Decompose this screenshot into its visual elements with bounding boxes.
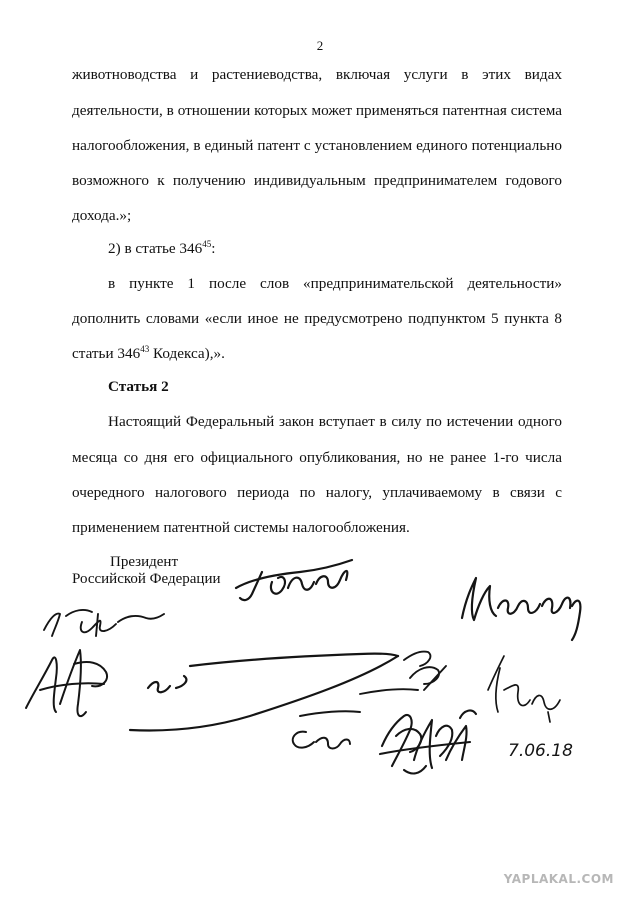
- signatory-title-line2: Российской Федерации: [72, 571, 221, 587]
- bottom-left-signature: [293, 711, 360, 748]
- paragraph2-line3-text: статьи 346: [72, 345, 141, 362]
- paragraph3-line1: Настоящий Федеральный закон вступает в силу по истечении одного: [108, 413, 562, 430]
- paragraph1-line5: дохода.»;: [72, 207, 132, 224]
- signatory-title-line1: Президент: [110, 554, 178, 570]
- right-middle-signature: [360, 651, 446, 694]
- paragraph2-line3-superscript: 43: [140, 344, 150, 354]
- item-2-superscript: 45: [202, 239, 212, 249]
- paragraph1-line1: животноводства и растениеводства, включая услуги в этих видах: [72, 66, 562, 83]
- item-2-text: 2) в статье 346: [108, 240, 203, 257]
- paragraph3-line4: применением патентной системы налогообложения.: [72, 519, 410, 536]
- upper-right-signature: [462, 578, 580, 640]
- paragraph3-line2: месяца со дня его официального опубликования, но не ранее 1-го числа: [72, 449, 562, 466]
- left-flourish-signature: [26, 650, 107, 716]
- president-signature: [236, 560, 352, 600]
- paragraph2-line1: в пункте 1 после слов «предпринимательской деятельности»: [108, 275, 562, 292]
- paragraph2-line2: дополнить словами «если иное не предусмотрено подпунктом 5 пункта 8: [72, 310, 562, 327]
- left-signature: [44, 610, 164, 636]
- paragraph1-line2: деятельности, в отношении которых может применяться патентная система: [72, 102, 562, 119]
- bottom-middle-signature: [380, 711, 476, 774]
- paragraph1-line3: налогообложения, в единый патент с установлением единого потенциально: [72, 137, 562, 154]
- right-signature: [488, 656, 560, 722]
- paragraph1-line4: возможного к получению индивидуальным предпринимателем годового: [72, 172, 562, 189]
- paragraph3-line3: очередного налогового периода по налогу, уплачиваемому в связи с: [72, 484, 562, 501]
- page-number: 2: [316, 38, 324, 53]
- middle-long-signature: [130, 654, 398, 731]
- handwritten-date: 7.06.18: [508, 741, 573, 761]
- paragraph2-line3-suffix: Кодекса),».: [149, 345, 225, 362]
- watermark: YAPLAKAL.COM: [503, 872, 614, 886]
- article-2-heading: Статья 2: [108, 378, 169, 395]
- item-2-suffix: :: [211, 240, 216, 257]
